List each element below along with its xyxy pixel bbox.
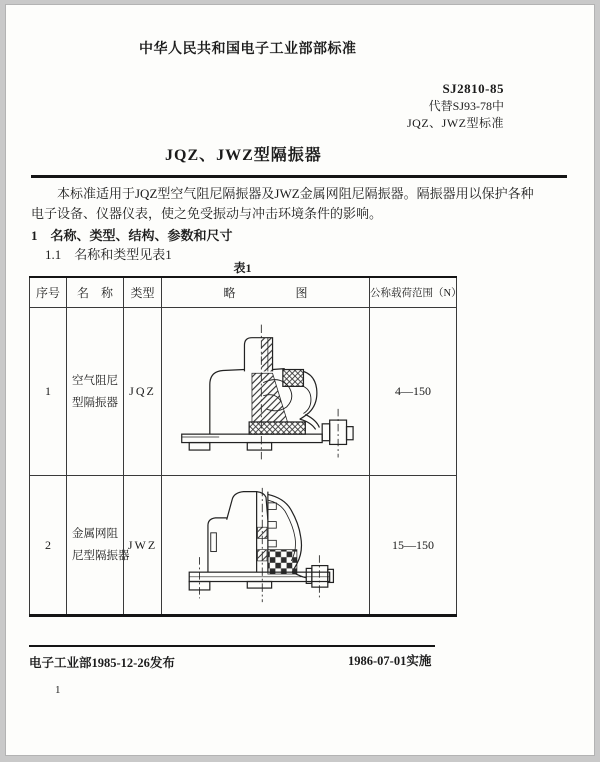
page-number: 1	[55, 684, 61, 696]
col-header-sketch: 略 图	[162, 277, 370, 308]
col-header-no: 序号	[30, 277, 67, 308]
row1-load-range: 4—150	[370, 308, 457, 476]
table-row-jwz	[30, 476, 457, 616]
standard-number-block	[407, 80, 504, 133]
clause-1-1: 1.1 名称和类型见表1	[45, 247, 172, 262]
table-1	[29, 276, 462, 617]
col-header-load-range: 公称载荷范围（N）	[370, 277, 457, 308]
document-title: JQZ、JWZ型隔振器	[165, 147, 322, 164]
col-header-type: 类型	[124, 277, 162, 308]
row1-name	[67, 308, 124, 476]
scope-line-1: 本标准适用于JQZ型空气阻尼隔振器及JWZ金属网阻尼隔振器。隔振器用以保护各种	[57, 186, 534, 201]
row2-name-line2: 尼型隔振器	[72, 550, 130, 562]
table-header-row	[30, 277, 457, 308]
title-divider-rule	[31, 175, 567, 178]
scanned-standard-page	[5, 4, 595, 756]
table-1-caption: 表1	[233, 261, 252, 275]
supersedes-line-2: JQZ、JWZ型标准	[407, 116, 504, 130]
row1-no: 1	[30, 308, 67, 476]
row2-name-line1: 金属网阻	[72, 528, 118, 540]
row2-type: JWZ	[124, 476, 162, 616]
footer-effective-date: 1986-07-01实施	[348, 654, 432, 668]
footer-divider-rule	[29, 645, 435, 647]
supersedes-line-1: 代替SJ93-78中	[428, 98, 504, 113]
row1-type: JQZ	[124, 308, 162, 476]
row1-name-line2: 型隔振器	[72, 396, 118, 409]
row2-load-range: 15—150	[370, 476, 457, 616]
jqz-cross-section-drawing	[163, 316, 369, 468]
row2-no: 2	[30, 476, 67, 616]
row1-sketch-cell	[162, 308, 370, 476]
jwz-cross-section-drawing	[163, 484, 369, 606]
scope-line-2: 电子设备、仪器仪表，使之免受振动与冲击环境条件的影响。	[31, 205, 383, 221]
row2-name	[67, 476, 130, 616]
table-row-jqz	[30, 308, 457, 476]
footer-issue-info: 电子工业部1985-12-26发布	[29, 656, 175, 670]
row2-sketch-cell	[162, 476, 370, 616]
standard-number: SJ2810-85	[442, 81, 504, 96]
row1-name-line1: 空气阻尼	[72, 374, 118, 387]
col-header-name: 名 称	[67, 277, 124, 308]
section-1-heading: 1 名称、类型、结构、参数和尺寸	[31, 228, 233, 243]
standard-header-banner: 中华人民共和国电子工业部部标准	[139, 42, 357, 57]
scope-paragraph	[31, 184, 573, 223]
